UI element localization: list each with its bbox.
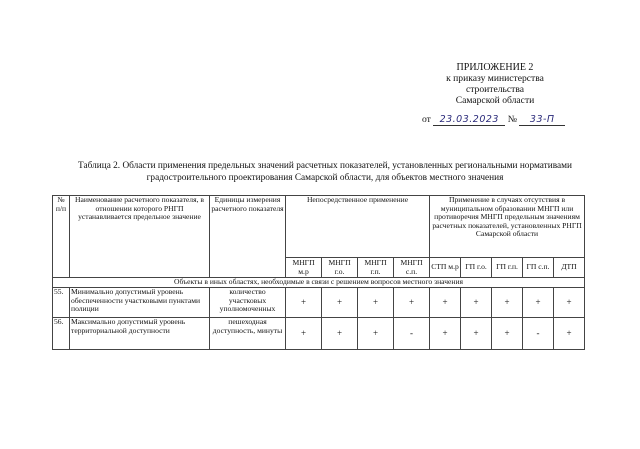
subheader-cell: ДТП <box>554 258 585 278</box>
subheader-cell: ГП г.о. <box>461 258 492 278</box>
date-prefix: от <box>422 114 431 125</box>
row-value: + <box>394 288 430 318</box>
header-name: Наименование расчетного показателя, в отношении которого РНГП устанавливается предельное значение <box>70 196 210 278</box>
row-value: + <box>492 318 523 350</box>
header-num: № п/п <box>53 196 70 278</box>
row-value: + <box>430 318 461 350</box>
indicators-table <box>52 195 585 350</box>
row-value: + <box>286 318 322 350</box>
row-num: 55. <box>53 288 70 318</box>
header-row <box>53 196 585 258</box>
row-value: + <box>554 288 585 318</box>
row-value: + <box>430 288 461 318</box>
appendix-line-2: строительства <box>465 84 525 95</box>
row-num: 56. <box>53 318 70 350</box>
row-value: + <box>461 318 492 350</box>
group-title: Объекты в иных областях, необходимые в связи с решением вопросов местного значения <box>53 278 585 288</box>
subheader-cell: ГП г.п. <box>492 258 523 278</box>
row-name: Минимально допустимый уровень обеспеченности участковыми пунктами полиции <box>70 288 210 318</box>
subheader-cell: СТП м.р <box>430 258 461 278</box>
row-unit: пешеходная доступность, минуты <box>210 318 286 350</box>
group-row <box>53 278 585 288</box>
subheader-cell: ГП с.п. <box>523 258 554 278</box>
subheader-cell: МНГП г.о. <box>322 258 358 278</box>
row-value: + <box>554 318 585 350</box>
row-value: - <box>394 318 430 350</box>
row-value: + <box>286 288 322 318</box>
table-caption: Таблица 2. Области применения предельных значений расчетных показателей, установленных региональными нормативами градостроительного проектирования Самарской области, для объектов местного значения <box>78 161 572 183</box>
order-number: 33-П <box>519 114 565 126</box>
header-direct: Непосредственное применение <box>286 196 430 258</box>
row-value: + <box>358 288 394 318</box>
order-date: 23.03.2023 <box>433 114 505 126</box>
row-unit: количество участковых уполномоченных <box>210 288 286 318</box>
table-row <box>53 288 585 318</box>
subheader-cell: МНГП г.п. <box>358 258 394 278</box>
number-prefix: № <box>507 114 517 125</box>
row-value: + <box>322 318 358 350</box>
row-value: + <box>461 288 492 318</box>
row-value: + <box>492 288 523 318</box>
appendix-line-3: Самарской области <box>455 95 535 106</box>
subheader-cell: МНГП м.р <box>286 258 322 278</box>
appendix-title: ПРИЛОЖЕНИЕ 2 <box>456 62 534 73</box>
subheader-cell: МНГП с.п. <box>394 258 430 278</box>
row-value: - <box>523 318 554 350</box>
row-value: + <box>523 288 554 318</box>
appendix-block <box>400 62 590 106</box>
order-date-number <box>422 114 592 126</box>
row-value: + <box>358 318 394 350</box>
row-value: + <box>322 288 358 318</box>
table-row <box>53 318 585 350</box>
appendix-line-1: к приказу министерства <box>446 73 544 84</box>
row-name: Максимально допустимый уровень территориальной доступности <box>70 318 210 350</box>
header-unit: Единицы измерения расчетного показателя <box>210 196 286 278</box>
header-cases: Применение в случаях отсутствия в муниципальном образовании МНГП или противоречия МНГП предельным значениям расчетных показателей, установленных РНГП Самарской области <box>430 196 585 258</box>
